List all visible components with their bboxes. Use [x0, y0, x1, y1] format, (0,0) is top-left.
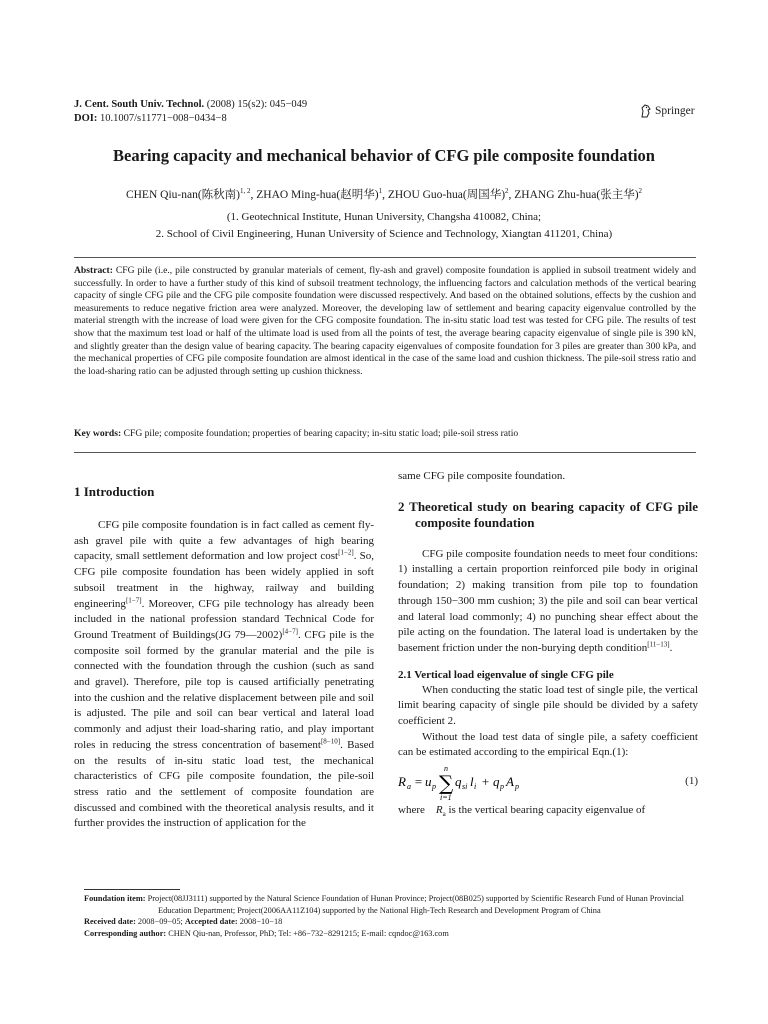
citation: [4−7]: [282, 627, 298, 636]
svg-text:A: A: [506, 774, 514, 790]
section-heading: 2 Theoretical study on bearing capacity of CFG pile composite foundation: [398, 498, 698, 530]
keywords-text: CFG pile; composite foundation; properties of bearing capacity; in-situ static load; pile-soil stress ratio: [123, 428, 519, 439]
keywords: [74, 428, 696, 441]
citation: [8−10]: [320, 737, 341, 746]
svg-text:u: u: [425, 774, 432, 790]
svg-text:∑: ∑: [439, 771, 454, 796]
equation-1: [398, 761, 698, 803]
svg-text:l: l: [470, 774, 474, 790]
footnote-dates: Received date: 2008−09−05; Accepted date: 2008−10−18: [84, 917, 283, 926]
divider: [74, 452, 696, 453]
journal-issue: (2008) 15(s2): 045−049: [206, 99, 308, 110]
author-list: CHEN Qiu-nan(陈秋南)$^{1, 2}$, ZHAO Ming-hua(赵明华)$^1$, ZHOU Guo-hua(周国华)$^2$, ZHANG Zhu-hua(张主华)$^2$: [125, 187, 643, 201]
equation-formula: [398, 761, 558, 803]
svg-text:R: R: [398, 774, 406, 790]
svg-text:q: q: [493, 774, 500, 790]
doi-label: DOI:: [74, 112, 98, 124]
svg-text:n: n: [444, 764, 448, 774]
citation: [1−2]: [338, 548, 354, 557]
abstract: [74, 265, 696, 378]
author: ZHAO Ming-hua(赵明华): [256, 189, 379, 201]
body-paragraph: CFG pile composite foundation needs to meet four conditions: 1) installing a certain proportion reinforced pile body in original foundation; 2) making transition from pile top to foundation through 150−300 mm cushion; 3) the pile and soil can bear vertical and lateral load commonly; 4) no punching shear effect about the pile acting on the foundation. The lateral load is undertaken by the basement friction under the non-burying depth condition[11−13].: [398, 547, 698, 654]
journal-name: J. Cent. South Univ. Technol.: [74, 99, 205, 110]
keywords-label: Key words:: [74, 428, 122, 439]
svg-text:+: +: [481, 774, 490, 790]
paper-title: Bearing capacity and mechanical behavior of CFG pile composite foundation: [113, 146, 655, 165]
affiliations: [0, 209, 768, 243]
springer-horse-icon: [640, 104, 652, 118]
svg-text:q: q: [455, 774, 462, 790]
body-paragraph: same CFG pile composite foundation.: [398, 470, 566, 482]
divider: [74, 257, 696, 258]
body-paragraph: CFG pile composite foundation is in fact called as cement fly-ash gravel pile with quite a few advantages of high bearing capacity, small settlement deformation and low project cost[1−2]. So, CFG pile composite foundation has been widely applied in soft subsoil treatment in the highway, railway and building engineering[1−7]. Moreover, CFG pile technology has already been included in the national profession standard Technical Code for Ground Treatment of Buildings(JG 79—2002)[4−7]. CFG pile is the composite soil formed by the granular material and the pile is connected with the foundation through the cushion (such as sand and gravel). Therefore, pile top is caused artificially penetrating into the cushion and the relative displacement between pile and soil is adjusted. The pile and soil can bear vertical and lateral load commonly and adjust their load-sharing ratio, and play important roles in reducing the stress concentration of basement[8−10]. Based on the results of in-situ static load test, the mechanical characteristics of CFG pile composite foundation, the pile-soil stress ratio and the settlement of composite foundation are discussed and combined with the theoretical analysis results, and it further provides the instruction of application for the: [74, 519, 374, 830]
svg-text:i=1: i=1: [440, 793, 452, 803]
svg-text:p: p: [515, 782, 519, 792]
author: ZHOU Guo-hua(周国华): [387, 189, 506, 201]
abstract-label: Abstract:: [74, 265, 113, 276]
affiliation: 2. School of Civil Engineering, Hunan University of Science and Technology, Xiangtan 411201, China): [155, 228, 613, 240]
section-heading: 1 Introduction: [74, 484, 155, 499]
svg-text:p: p: [500, 782, 504, 792]
footnote-divider: [84, 889, 180, 890]
affiliation: (1. Geotechnical Institute, Hunan University, Changsha 410082, China;: [226, 211, 542, 223]
equation-number: (1): [685, 775, 698, 788]
journal-header: [74, 98, 307, 125]
svg-text:=: =: [414, 774, 423, 790]
footnote-foundation: Foundation item: Project(08JJ3111) supported by the Natural Science Foundation of Hunan Province; Project(08B025) supported by Scientific Research Fund of Hunan Provincial Education Department; Project(2006AA11Z104) supported by the National High-Tech Research and Development Program of China: [84, 894, 684, 915]
body-paragraph: Without the load test data of single pile, a safety coefficient can be estimated according to the empirical Eqn.(1):: [398, 730, 698, 759]
doi-value: 10.1007/s11771−008−0434−8: [99, 112, 227, 124]
subsection-heading: 2.1 Vertical load eigenvalue of single CFG pile: [398, 668, 614, 681]
author: CHEN Qiu-nan(陈秋南): [125, 189, 240, 201]
author: ZHANG Zhu-hua(张主华): [514, 189, 639, 201]
body-paragraph: When conducting the static load test of single pile, the vertical limit bearing capacity of single pile should be divided by a safety coefficient 2.: [398, 683, 698, 728]
publisher-logo: [640, 104, 695, 118]
footnotes: [84, 893, 696, 939]
svg-text:a: a: [407, 782, 411, 792]
body-paragraph: where $R_a$ is the vertical bearing capacity eigenvalue of: [398, 804, 646, 819]
publisher-name: Springer: [655, 105, 695, 117]
svg-text:si: si: [462, 782, 468, 792]
left-column: [74, 484, 374, 832]
right-column: [398, 469, 698, 823]
citation: [11−13]: [647, 640, 670, 649]
svg-text:p: p: [432, 782, 436, 792]
footnote-author: Corresponding author: CHEN Qiu-nan, Professor, PhD; Tel: +86−732−8291215; E-mail: cqndoc@163.com: [84, 928, 449, 938]
svg-text:i: i: [474, 782, 477, 792]
abstract-text: CFG pile (i.e., pile constructed by granular materials of cement, fly-ash and gravel) composite foundation is applied in subsoil treatment widely and successfully. In order to have a further study of this kind of subsoil treatment technology, the influencing factors and calculation methods of the vertical bearing capacity of single CFG pile and the CFG pile composite foundation were discussed respectively. And based on the obtained solutions, effects by the cushion and measurements to reduce negative friction area were analyzed. Moreover, the developing law of settlement and bearing capacity eigenvalue controlled by the material strength with the increase of load were given for the CFG composite foundation. The in-situ static load test was tested for CFG pile. The results of test show that the maximum test load or half of the ultimate load is used from all the points of test, the average bearing capacity eigenvalue of single pile is 390 kN, and slightly greater than the design value of bearing capacity. The bearing capacity eigenvalues of composite foundation for 3 piles are greater than 300 kPa, and the mechanical properties of CFG pile composite foundation are almost identical in the case of the same load and cushion thickness. The pile-soil stress ratio and the load-sharing ratio can be adjusted through setting up cushion thickness.: [74, 265, 696, 377]
citation: [1−7]: [125, 595, 142, 604]
